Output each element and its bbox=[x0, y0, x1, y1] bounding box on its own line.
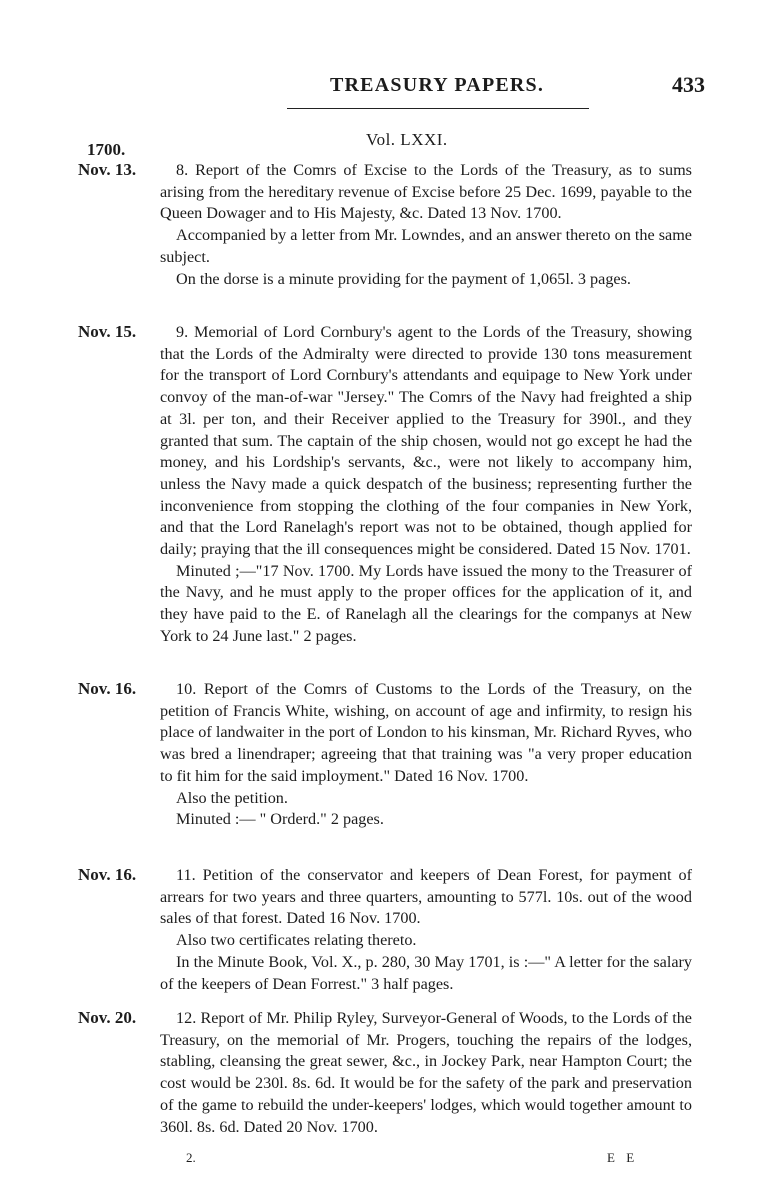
year-label: 1700. bbox=[87, 140, 126, 159]
entry-paragraph: Also the petition. bbox=[176, 788, 288, 807]
page-footer bbox=[0, 1150, 770, 1174]
entry-paragraph: 9. Memorial of Lord Cornbury's agent to the Lords of the Treasury, showing that the Lords of the Admiralty were directed to provide 130 tons measurement for the transport of Lord Cornbury's attendants and equipage to New York under convoy of the man-of-war "Jersey." The Comrs of the Navy had freighted a ship at 3l. per ton, and their Receiver applied to the Treasury for 390l., and they granted that sum. The captain of the ship chosen, would not go except he had the money, and his Lordship's servants, &c., were not likely to accompany him, unless the Navy made a quick despatch of the business; representing further the inconvenience from stopping the clothing of the four companies in New York, and that the Lord Ranelagh's report was not to be obtained, though applied for daily; praying that the ill consequences might be considered. Dated 15 Nov. 1701. bbox=[160, 323, 692, 559]
entry-paragraph: In the Minute Book, Vol. X., p. 280, 30 May 1701, is :—" A letter for the salary of the keepers of Dean Forrest." 3 half pages. bbox=[160, 952, 692, 993]
entry-paragraph: 12. Report of Mr. Philip Ryley, Surveyor-General of Woods, to the Lords of the Treasury, on the memorial of Mr. Progers, touching the repairs of the lodges, stabling, cleansing the great sewer, &c., in Jockey Park, near Hampton Court; the cost would be 230l. 8s. 6d. It would be for the safety of the park and preservation of the game to rebuild the under-keepers' lodges, which would together amount to 360l. 8s. 6d. Dated 20 Nov. 1700. bbox=[160, 1009, 692, 1136]
entry-date: Nov. 16. bbox=[78, 865, 137, 884]
entry-paragraph: 8. Report of the Comrs of Excise to the Lords of the Treasury, as to sums arising from the hereditary revenue of Excise before 25 Dec. 1699, payable to the Queen Dowager and to His Majesty, &c. Dated 13 Nov. 1700. bbox=[160, 161, 692, 223]
entry-date: Nov. 20. bbox=[78, 1008, 137, 1027]
entry-date: Nov. 13. bbox=[78, 160, 137, 179]
entry-body bbox=[160, 322, 692, 648]
entry-paragraph: Also two certificates relating thereto. bbox=[176, 931, 417, 950]
entry-body bbox=[160, 679, 692, 831]
entry-body bbox=[160, 160, 692, 290]
entry-body bbox=[160, 1008, 692, 1138]
entry-paragraph: Minuted :— " Orderd." 2 pages. bbox=[176, 810, 384, 829]
running-title: TREASURY PAPERS. bbox=[330, 74, 545, 96]
entry-paragraph: 10. Report of the Comrs of Customs to the Lords of the Treasury, on the petition of Francis White, wishing, on account of age and infirmity, to resign his place of landwaiter in the port of London to his kinsman, Mr. Richard Ryves, who was bred a linendraper; agreeing that that training was "a very proper education to fit him for the said imployment." Dated 16 Nov. 1700. bbox=[160, 680, 692, 785]
entry-paragraph: Minuted ;—"17 Nov. 1700. My Lords have issued the mony to the Treasurer of the Navy, and he must apply to the proper offices for the application of it, and they have paid to the E. of Ranelagh all the clearings for the companys at New York to 24 June last." 2 pages. bbox=[160, 561, 692, 645]
volume-label: Vol. LXXI. bbox=[366, 130, 448, 149]
running-head bbox=[0, 70, 770, 100]
signature-mark: 2. bbox=[186, 1150, 196, 1165]
entry-body bbox=[160, 865, 692, 995]
entry-paragraph: Accompanied by a letter from Mr. Lowndes, and an answer thereto on the same subject. bbox=[160, 226, 692, 266]
entry-date: Nov. 15. bbox=[78, 322, 137, 341]
entry-date: Nov. 16. bbox=[78, 679, 137, 698]
entry-paragraph: 11. Petition of the conservator and keepers of Dean Forest, for payment of arrears for two years and three quarters, amounting to 577l. 10s. out of the wood sales of that forest. Dated 16 Nov. 1700. bbox=[160, 866, 692, 928]
header-rule bbox=[287, 108, 589, 109]
entry-paragraph: On the dorse is a minute providing for the payment of 1,065l. 3 pages. bbox=[176, 269, 631, 288]
page-number: 433 bbox=[672, 72, 705, 97]
footer-mark: E E bbox=[607, 1150, 639, 1165]
